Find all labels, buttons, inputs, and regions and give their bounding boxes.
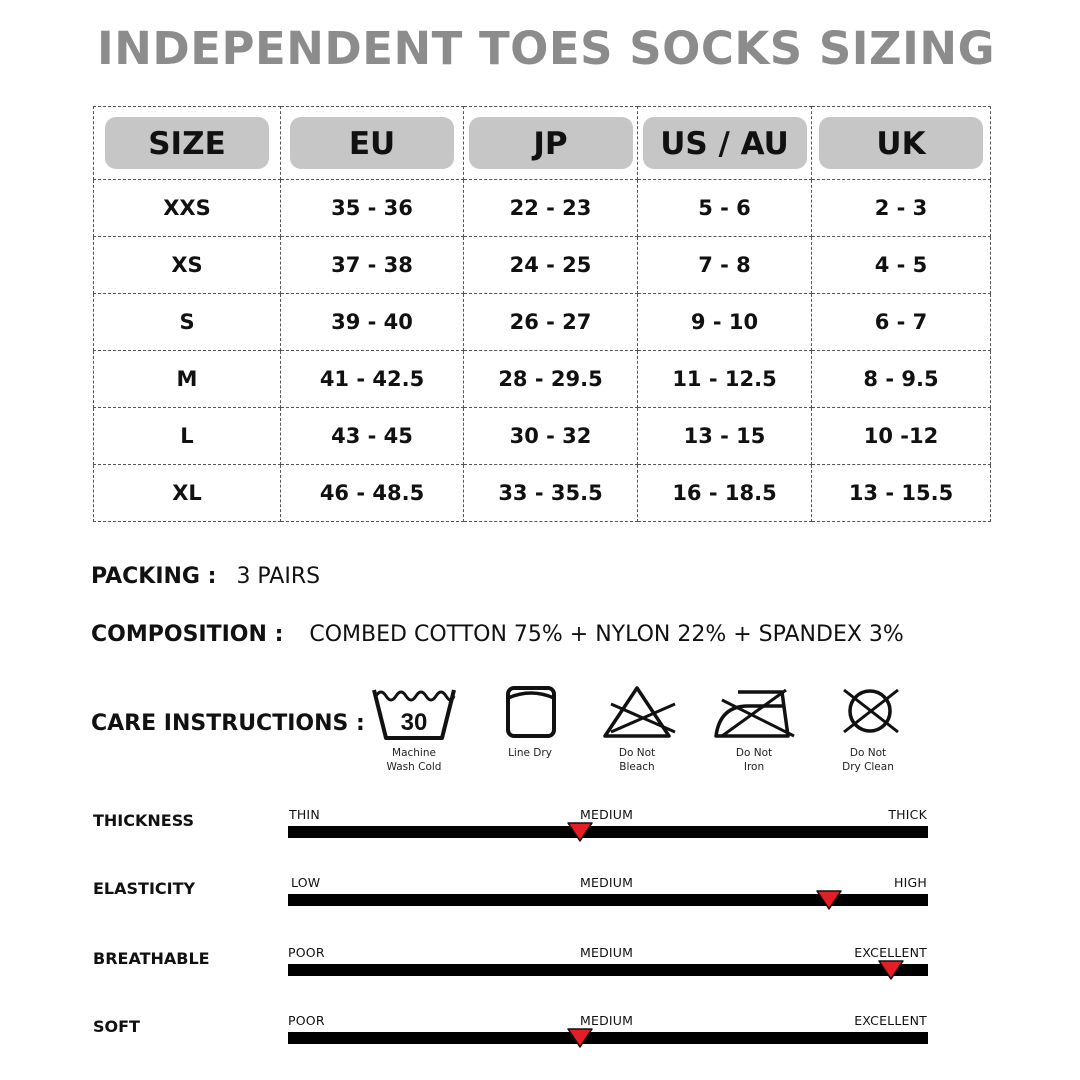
table-cell: 46 - 48.5	[281, 465, 464, 522]
care-item-do-not-iron	[699, 684, 809, 774]
table-cell: 5 - 6	[638, 180, 812, 237]
table-cell: XXS	[94, 180, 281, 237]
table-cell: 10 -12	[812, 408, 991, 465]
care-item-do-not-bleach	[582, 684, 692, 774]
do-not-dry-clean-icon	[822, 684, 914, 744]
page-title: INDEPENDENT TOES SOCKS SIZING	[96, 22, 996, 75]
care-caption	[475, 746, 585, 760]
header-cell-us-au	[638, 107, 812, 180]
rating-soft	[0, 1011, 1080, 1071]
table-cell: XS	[94, 237, 281, 294]
table-cell: 9 - 10	[638, 294, 812, 351]
table-row	[94, 294, 991, 351]
composition-label: COMPOSITION :	[91, 622, 284, 647]
table-cell: 13 - 15	[638, 408, 812, 465]
table-row	[94, 408, 991, 465]
rating-bar	[288, 964, 928, 976]
header-cell-eu	[281, 107, 464, 180]
header-cell-size	[94, 107, 281, 180]
table-cell: 4 - 5	[812, 237, 991, 294]
header-label: SIZE	[105, 117, 269, 169]
care-caption-line: Dry Clean	[842, 761, 894, 773]
packing-value: 3 PAIRS	[236, 564, 321, 589]
table-cell: 43 - 45	[281, 408, 464, 465]
rating-high-label: EXCELLENT	[854, 945, 927, 960]
care-item-machine-wash	[359, 684, 469, 774]
machine-wash-30-icon	[368, 684, 460, 744]
do-not-bleach-icon	[591, 684, 683, 744]
care-instructions-label: CARE INSTRUCTIONS :	[91, 711, 365, 736]
rating-high-label: HIGH	[894, 875, 927, 890]
rating-bar	[288, 826, 928, 838]
table-cell: 30 - 32	[464, 408, 638, 465]
table-cell: M	[94, 351, 281, 408]
rating-thickness	[0, 805, 1080, 865]
table-cell: 6 - 7	[812, 294, 991, 351]
care-caption	[699, 746, 809, 774]
table-cell: 11 - 12.5	[638, 351, 812, 408]
care-item-do-not-dry-clean	[813, 684, 923, 774]
rating-mid-label: MEDIUM	[580, 1013, 634, 1028]
rating-label: ELASTICITY	[93, 879, 196, 898]
wash-temperature: 30	[400, 709, 428, 736]
rating-high-label: EXCELLENT	[854, 1013, 927, 1028]
rating-marker	[877, 959, 905, 981]
header-label: EU	[290, 117, 454, 169]
header-label: US / AU	[643, 117, 807, 169]
table-cell: 7 - 8	[638, 237, 812, 294]
table-cell: 16 - 18.5	[638, 465, 812, 522]
table-cell: 26 - 27	[464, 294, 638, 351]
table-cell: XL	[94, 465, 281, 522]
rating-label: THICKNESS	[93, 811, 195, 830]
rating-high-label: THICK	[888, 807, 927, 822]
table-cell: L	[94, 408, 281, 465]
table-cell: 24 - 25	[464, 237, 638, 294]
table-cell: 41 - 42.5	[281, 351, 464, 408]
rating-label: BREATHABLE	[93, 949, 210, 968]
rating-low-label: POOR	[288, 1013, 325, 1028]
table-cell: S	[94, 294, 281, 351]
packing-label: PACKING :	[91, 564, 217, 589]
care-caption-line: Do Not	[849, 747, 887, 759]
rating-marker	[815, 889, 843, 911]
table-row	[94, 180, 991, 237]
care-caption-line: Wash Cold	[386, 761, 442, 773]
table-cell: 35 - 36	[281, 180, 464, 237]
rating-breathable	[0, 943, 1080, 1003]
rating-mid-label: MEDIUM	[580, 945, 634, 960]
care-item-line-dry	[475, 684, 585, 760]
table-cell: 22 - 23	[464, 180, 638, 237]
line-dry-icon	[484, 684, 576, 744]
care-caption	[582, 746, 692, 774]
table-cell: 2 - 3	[812, 180, 991, 237]
do-not-iron-icon	[708, 684, 800, 744]
table-header-row	[94, 107, 991, 180]
table-cell: 37 - 38	[281, 237, 464, 294]
care-caption-line: Do Not	[735, 747, 773, 759]
packing-line	[91, 564, 320, 589]
table-row	[94, 237, 991, 294]
composition-line	[91, 622, 904, 647]
rating-low-label: THIN	[289, 807, 320, 822]
rating-elasticity	[0, 873, 1080, 933]
table-row	[94, 351, 991, 408]
rating-low-label: LOW	[291, 875, 321, 890]
care-caption	[359, 746, 469, 774]
table-cell: 33 - 35.5	[464, 465, 638, 522]
header-label: JP	[469, 117, 633, 169]
care-caption-line: Machine	[392, 747, 436, 759]
header-label: UK	[819, 117, 983, 169]
table-cell: 39 - 40	[281, 294, 464, 351]
header-cell-jp	[464, 107, 638, 180]
table-cell: 8 - 9.5	[812, 351, 991, 408]
composition-value: COMBED COTTON 75% + NYLON 22% + SPANDEX 3%	[309, 622, 904, 647]
care-caption-line: Line Dry	[508, 747, 552, 759]
care-caption-line: Do Not	[618, 747, 656, 759]
rating-mid-label: MEDIUM	[580, 875, 634, 890]
header-cell-uk	[812, 107, 991, 180]
rating-marker	[566, 1027, 594, 1049]
table-cell: 28 - 29.5	[464, 351, 638, 408]
care-caption	[813, 746, 923, 774]
rating-low-label: POOR	[288, 945, 325, 960]
rating-mid-label: MEDIUM	[580, 807, 634, 822]
rating-bar	[288, 1032, 928, 1044]
care-caption-line: Iron	[743, 761, 765, 773]
size-chart-table	[93, 106, 991, 522]
rating-label: SOFT	[93, 1017, 140, 1036]
care-caption-line: Bleach	[619, 761, 655, 773]
rating-marker	[566, 821, 594, 843]
table-row	[94, 465, 991, 522]
table-cell: 13 - 15.5	[812, 465, 991, 522]
